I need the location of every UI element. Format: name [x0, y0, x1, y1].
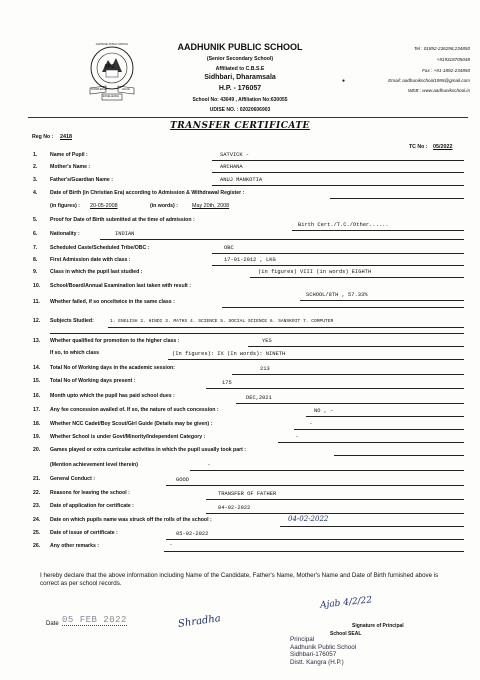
row-value: 213 [260, 366, 270, 372]
row-label: Whether qualified for promotion to the higher class : [50, 338, 180, 344]
row-value: SCHOOL/8TH , 57.33% [306, 292, 368, 298]
row-number: 23. [33, 503, 41, 509]
row-value: 175 [222, 380, 232, 386]
value-line [212, 253, 464, 254]
row-value: ANUJ MANKOTIA [220, 177, 263, 183]
logo-banner-right: VALUE [122, 88, 130, 91]
row-number: 17. [33, 407, 41, 413]
school-affiliation: Affiliated to C.B.S.E [215, 66, 265, 72]
row-value: ARCHANA [220, 164, 243, 170]
row-label: Name of Pupil : [50, 152, 88, 158]
value-line [206, 388, 464, 389]
row-number: 16. [33, 393, 41, 399]
value-line [50, 333, 464, 334]
promotion-class-value: (In figures): IX (In words): NINETH [172, 351, 286, 357]
row-number: 8. [33, 257, 38, 263]
row-label: First Admission date with class : [50, 257, 131, 263]
school-web: WEB : www.aadhunikschool.in [407, 88, 470, 93]
stamp-line: Aadhunik Public School [290, 643, 357, 651]
row-value: (in figures) VIII (in words) EIGHTH [258, 269, 372, 275]
row-value: Birth Cert./T.C./Other...... [298, 222, 389, 228]
value-line [222, 307, 464, 308]
reg-no-label: Reg No : [32, 134, 54, 140]
value-line [166, 539, 464, 540]
row-number: 12. [33, 318, 41, 324]
stamp-line: Principal [290, 636, 315, 643]
row-value: - [296, 434, 298, 440]
row-number: 19. [33, 434, 41, 440]
row-value: 05-02-2022 [176, 531, 209, 537]
dob-figures-label: (in figures) : [50, 203, 80, 209]
value-line [206, 513, 464, 514]
row-label: Class in which the pupil last studied : [50, 269, 143, 275]
value-line [292, 230, 464, 231]
row-number: 5. [33, 217, 38, 223]
value-line [334, 455, 464, 456]
school-email: Email: aadhunikschool1995@gmail.com [388, 78, 470, 83]
row-value: OBC [224, 245, 234, 251]
school-udise: UDISE NO. : 02020606903 [209, 107, 271, 113]
row-number: 21. [33, 476, 41, 482]
row-value: DEC,2021 [246, 395, 272, 401]
certificate-title: TRANSFER CERTIFICATE [170, 121, 310, 131]
value-line [108, 327, 464, 328]
row-value: 04-02-2022 [218, 505, 251, 511]
row-label: Father's/Guardian Name : [50, 177, 113, 183]
row-label: General Conduct : [50, 476, 95, 482]
row-label: Whether failed, if so once/twice in the same class : [50, 299, 175, 305]
value-line [280, 526, 464, 527]
value-line [294, 429, 464, 430]
row-label: Total No of Working days present : [50, 378, 136, 384]
declaration-text: I hereby declare that the above information including Name of the Candidate, Father's Name, Mother's Name and Date of Birth furnished above is correct as per school records. [40, 572, 439, 587]
row-label: Month upto which the pupil has paid school dues : [50, 393, 175, 399]
value-line [330, 198, 464, 199]
row-number: 10. [33, 283, 41, 289]
row-label: Date of application for certificate : [50, 503, 134, 509]
row-label: Any other remarks : [50, 543, 100, 549]
logo-banner-bottom: EXCELLENCE [103, 95, 119, 98]
row-label: Whether School is under Govt/Minority/Independent Category : [50, 434, 206, 440]
row-label: Date of Birth (in Christian Era) according to Admission & Withdrawal Register : [50, 190, 245, 196]
value-line [212, 185, 464, 186]
row-label: Total No of Working days in the academic session: [50, 365, 175, 371]
school-tel: Tel : 01892-236298,234850 [413, 46, 470, 51]
value-line [166, 485, 464, 486]
dob-words-value: May 20th, 2008 [192, 203, 230, 209]
value-line [212, 172, 464, 173]
signature-label: Signature of Principal [352, 623, 404, 629]
value-line [232, 374, 464, 375]
value-line [100, 239, 464, 240]
row-value: YES [262, 338, 272, 344]
row-number: 4. [33, 190, 38, 196]
value-line [212, 160, 464, 161]
row-label: Whether NCC Cadet/Boy Scout/Girl Guide (Details may be given) : [50, 421, 213, 427]
row-label: Games played or extra curricular activities in which the pupil usually took part : [50, 447, 247, 453]
row-number: 13. [33, 338, 41, 344]
email-icon: ● [342, 78, 346, 84]
row-number: 11. [33, 299, 40, 305]
dob-words-label: (in words) : [150, 203, 178, 209]
row-number: 1. [33, 152, 38, 158]
school-logo [86, 42, 138, 102]
logo-text: APS [104, 64, 115, 70]
row-value: GOOD [176, 477, 189, 483]
row-label: School/Board/Annual Examination last taken with result : [50, 283, 191, 289]
achievement-label: (Mention achievement level therein) [50, 462, 138, 468]
row-value: NO , - [314, 408, 334, 414]
row-number: 9. [33, 269, 38, 275]
tc-no-value: 05/2022 [433, 144, 453, 150]
row-value: - [310, 421, 312, 427]
logo-banner-left: KNOWLEDGE [91, 88, 107, 91]
value-line [300, 300, 464, 301]
value-line [168, 359, 464, 360]
row-number: 26. [33, 543, 41, 549]
dob-figures-value: 20-05-2008 [90, 203, 118, 209]
school-address: Sidhbari, Dharamsala [204, 74, 276, 81]
parent-signature: Shradha [177, 613, 222, 630]
value-line [206, 499, 464, 500]
row-number: 22. [33, 490, 41, 496]
row-value: TRANSFER OF FATHER [218, 491, 277, 497]
row-number: 18. [33, 421, 41, 427]
seal-label: School SEAL [330, 631, 362, 637]
value-line [306, 416, 464, 417]
row-number: 7. [33, 245, 38, 251]
date-stamp: 05 FEB 2022 [62, 615, 127, 625]
school-number: School No: 43049 , Affiliation No:630055 [192, 97, 288, 103]
row-number: 14. [33, 365, 41, 371]
value-line [164, 551, 464, 552]
row-label: Subjects Studied: [50, 318, 94, 324]
row-label: Proof for Date of Birth submitted at the time of admission : [50, 217, 195, 223]
row-number: 20. [33, 447, 41, 453]
row-number: 25. [33, 530, 41, 536]
tc-no-label: TC No : [409, 144, 428, 150]
row-label: Any fee concession availed of. If so, the nature of such concession : [50, 407, 219, 413]
row-label: Reasons for leaving the school : [50, 490, 130, 496]
value-line [236, 403, 464, 404]
row-label: Date of issue of certificate : [50, 530, 118, 536]
school-type: (Senior Secondary School) [206, 56, 274, 62]
reg-no-value: 2418 [60, 134, 72, 140]
row-label: Nationality : [50, 231, 80, 237]
row-value: INDIAN [115, 231, 135, 237]
value-line [190, 470, 464, 471]
row-value: 1. ENGLISH 2. HINDI 3. MATHS 4. SCIENCE 5. SOCIAL SCIENCE 6. SANSKRIT 7. COMPUTER [110, 319, 334, 324]
row-value: SATVICK - [220, 152, 250, 158]
principal-signature: Ajab 4/2/22 [319, 595, 373, 611]
promotion-class-label: If so, to which class [50, 350, 100, 356]
achievement-value: - [208, 462, 210, 468]
row-value: - [170, 542, 172, 548]
logo-ring-text: AADHUNIK PUBLIC SCHOOL [95, 43, 129, 46]
row-number: 2. [33, 164, 38, 170]
stamp-line: Sidhbari-176057 [290, 651, 337, 658]
row-value: 17-01-2012 , LKG [224, 257, 276, 263]
principal-stamp [290, 636, 356, 666]
school-mobile: +919318705048 [436, 57, 470, 62]
row-label: Mother's Name : [50, 164, 91, 170]
value-line [248, 346, 464, 347]
row-label: Scheduled Caste/Scheduled Tribe/OBC : [50, 245, 150, 251]
value-line [278, 442, 464, 443]
value-line [212, 265, 464, 266]
header-divider [28, 117, 468, 118]
row-label: Date on which pupils name was struck off the rolls of the school : [50, 517, 212, 523]
school-name: AADHUNIK PUBLIC SCHOOL [177, 42, 303, 52]
row-number: 3. [33, 177, 38, 183]
stamp-line: Distt. Kangra (H.P.) [290, 658, 344, 666]
row-number: 6. [33, 231, 38, 237]
row-number: 24. [33, 517, 41, 523]
school-fax: Fax : +91-1892-234850 [422, 68, 470, 73]
school-state: H.P. - 176057 [218, 85, 262, 92]
row-number: 15. [33, 378, 41, 384]
row-value: 04-02-2022 [288, 515, 329, 523]
date-label: Date [46, 621, 59, 627]
value-line [250, 277, 464, 278]
